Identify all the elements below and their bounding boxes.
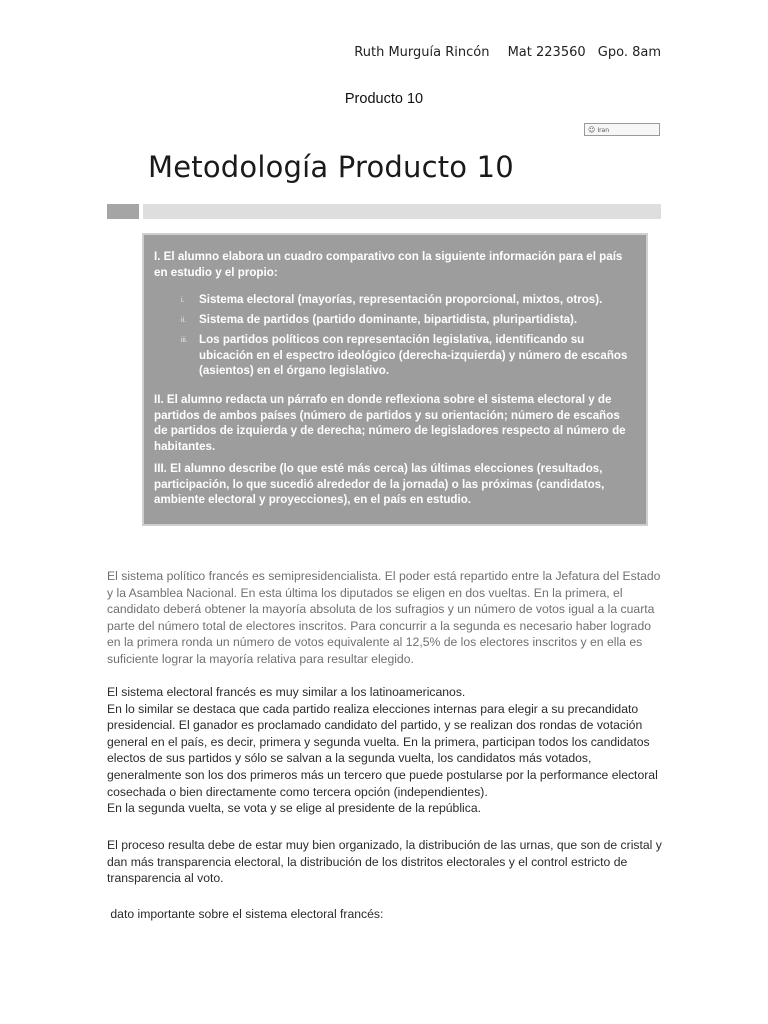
paragraph-line: En la segunda vuelta, se vota y se elige al presidente de la república. — [107, 801, 481, 816]
methodology-title: Metodología Producto 10 — [148, 150, 514, 184]
subitem-text: Los partidos políticos con representación legislativa, identificando su ubicación en el espectro ideológico (derecha-izquierda) y número de escaños (asientos) en el órgano legislativo. — [199, 333, 628, 377]
instruction-item-3: III. El alumno describe (lo que esté más cerca) las últimas elecciones (resultados, participación, lo que sucedió alrededor de la jornada) o las próximas (candidatos, ambiente electoral y proyecciones), en el país en estudio. — [154, 462, 605, 506]
subitem-number: ii. — [181, 317, 187, 324]
instruction-item-1: I. El alumno elabora un cuadro comparativo con la siguiente información para el país en estudio y el propio: — [154, 250, 623, 279]
paragraph-electoral-system — [107, 684, 662, 817]
author-name: Ruth Murguía Rincón — [354, 45, 490, 60]
paragraph-process: El proceso resulta debe de estar muy bien organizado, la distribución de las urnas, que son de cristal y dan más transparencia electoral, la distribución de los distritos electorales y el control estricto de transparencia al voto. — [107, 838, 662, 886]
instruction-subitem — [181, 332, 634, 379]
paragraph-line: En lo similar se destaca que cada partido realiza elecciones internas para elegir a su precandidato presidencial. El ganador es proclamado candidato del partido, y se realizan dos rondas de votación general en el país, es decir, primera y segunda vuelta. En la primera, participan todos los candidatos electos de sus partidos y sólo se salvan a la segunda vuelta, los candidatos más votados, generalmente son los dos primeros más un tercero que puede postularse por la performance electoral cosechada o bien directamente como tercera opción (independientes). — [107, 701, 658, 799]
document-title: Producto 10 — [344, 91, 424, 107]
subitem-number: iii. — [181, 337, 188, 344]
student-id: Mat 223560 — [507, 45, 586, 60]
subitem-number: i. — [181, 297, 185, 304]
subitem-text: Sistema de partidos (partido dominante, bipartidista, pluripartidista). — [199, 313, 578, 326]
header-info — [354, 45, 661, 60]
search-field — [584, 123, 660, 136]
instruction-subitem — [181, 312, 634, 328]
subitem-text: Sistema electoral (mayorías, representación proporcional, mixtos, otros). — [199, 293, 603, 306]
instructions-box — [142, 233, 648, 526]
group-label: Gpo. 8am — [597, 45, 661, 60]
paragraph-political-system: El sistema político francés es semipresidencialista. El poder está repartido entre la Jefatura del Estado y la Asamblea Nacional. En esta última los diputados se eligen en dos vueltas. En la primera, el candidato deberá obtener la mayoría absoluta de los sufragios y un número de votos igual a la cuarta parte del número total de electores inscritos. Para concurrir a la segunda es necesario haber logrado en la primera ronda un número de votos equivalente al 12,5% de los electores inscritos y en ella es suficiente lograr la mayoría relativa para resultar elegido. — [107, 569, 661, 666]
instruction-item-2: II. El alumno redacta un párrafo en donde reflexiona sobre el sistema electoral y de partidos de ambos países (número de partidos y su orientación; número de escaños de partidos de izquierda y de derecha; número de legisladores respecto al número de habitantes. — [154, 393, 626, 453]
paragraph-line: El sistema electoral francés es muy similar a los latinoamericanos. — [107, 685, 466, 699]
decorative-bar-long — [143, 204, 661, 219]
decorative-bar-small — [107, 204, 139, 219]
user-icon: ☺ — [588, 126, 596, 134]
instruction-subitem — [181, 292, 634, 308]
paragraph-important-fact: dato importante sobre el sistema electoral francés: — [107, 907, 384, 921]
search-text: Iran — [597, 127, 610, 134]
